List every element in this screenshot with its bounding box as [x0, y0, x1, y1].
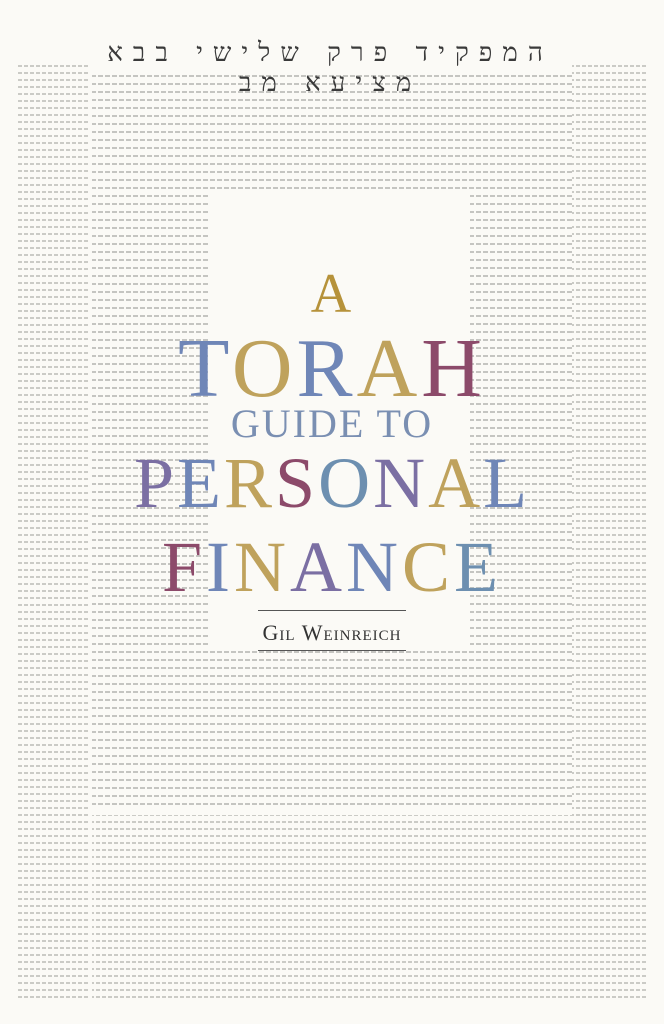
title-letter: E: [454, 527, 503, 607]
title-letter: O: [318, 443, 374, 523]
page-header: המפקיד פרק שלישי בבא מציעא מב: [107, 38, 553, 98]
author-rule-bottom: [258, 650, 406, 651]
title-letter: L: [483, 443, 531, 523]
title-letter: O: [231, 322, 297, 415]
title-letter: A: [428, 443, 484, 523]
title-letter: H: [421, 322, 486, 415]
title-letter: N: [346, 527, 402, 607]
title-letter: A: [356, 322, 422, 415]
title-letter: T: [178, 322, 232, 415]
title-letter: R: [223, 443, 276, 523]
author-name: Gil Weinreich: [262, 620, 402, 645]
title-letter: C: [402, 527, 455, 607]
title-guide-to: GUIDE TO: [230, 401, 434, 446]
title-letter: A: [290, 527, 346, 607]
title-letter: F: [161, 527, 207, 607]
title-letter: R: [296, 322, 357, 415]
title-letter: N: [373, 443, 429, 523]
title-letter: I: [206, 527, 234, 607]
title-personal: [0, 442, 664, 525]
title-letter: N: [234, 527, 290, 607]
title-letter: P: [133, 443, 177, 523]
title-article: A: [310, 263, 354, 325]
title-letter: E: [177, 443, 224, 523]
title-letter: S: [275, 443, 319, 523]
author-rule-top: [258, 610, 406, 611]
title-finance: [0, 526, 664, 609]
